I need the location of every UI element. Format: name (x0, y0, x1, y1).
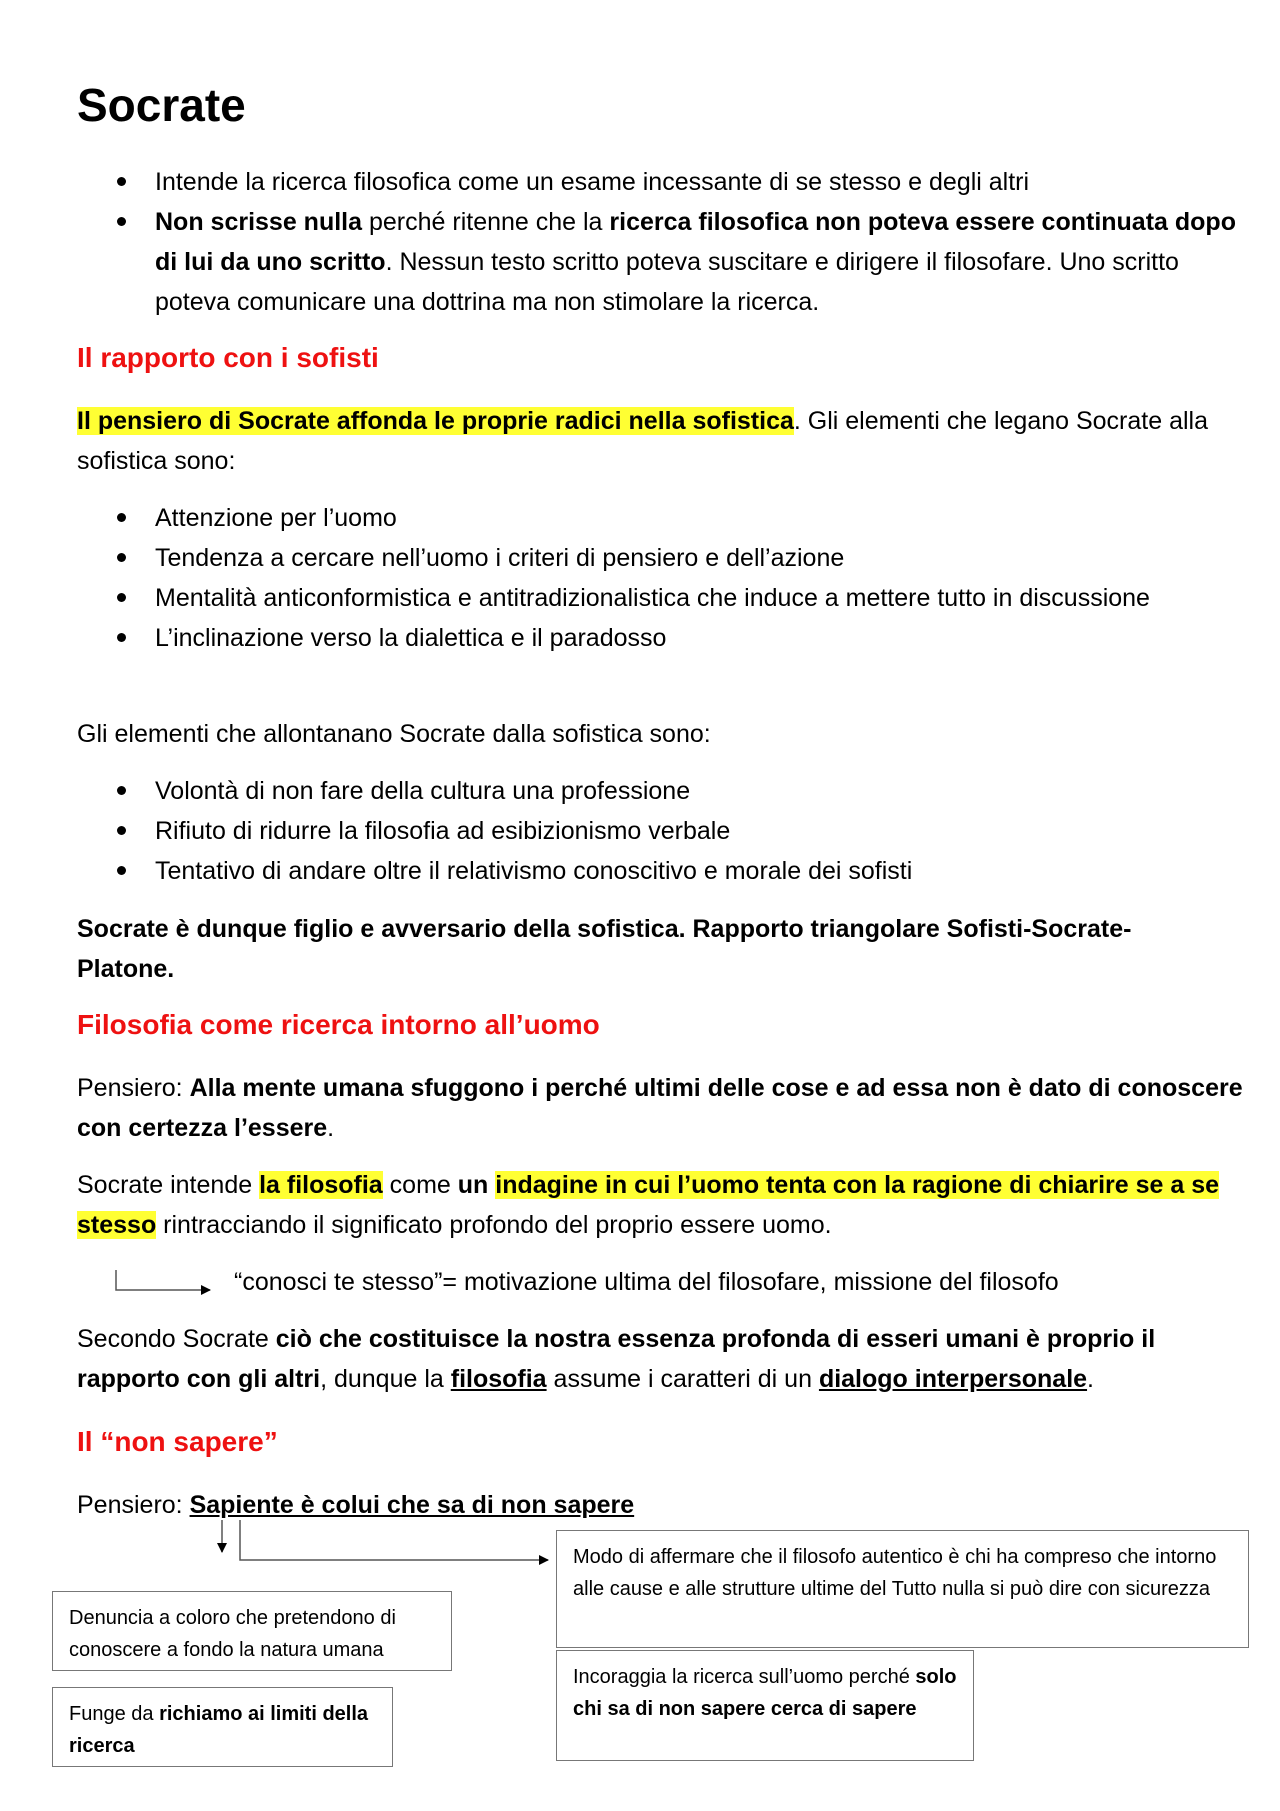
section-heading-filosofia: Filosofia come ricerca intorno all’uomo (77, 1009, 600, 1040)
paragraph: Secondo Socrate ciò che costituisce la nostra essenza profonda di esseri umani è proprio il rapporto con gli altri, dunque la filosofia assume i caratteri di un dialogo interpersonale. (77, 1325, 1156, 1393)
box-richiamo: Funge da richiamo ai limiti della ricerca (52, 1687, 393, 1767)
paragraph: Socrate è dunque figlio e avversario della sofistica. Rapporto triangolare Sofisti-Socrate-Platone. (77, 915, 1132, 983)
paragraph: Pensiero: Alla mente umana sfuggono i perché ultimi delle cose e ad essa non è dato di conoscere con certezza l’essere. (77, 1074, 1243, 1142)
paragraph: Il pensiero di Socrate affonda le proprie radici nella sofistica. Gli elementi che legano Socrate alla sofistica sono: (77, 407, 1208, 475)
paragraph: Socrate intende la filosofia come un indagine in cui l’uomo tenta con la ragione di chiarire se a se stesso rintracciando il significato profondo del proprio essere uomo. (77, 1171, 1220, 1239)
underlined-text: filosofia (450, 1365, 547, 1393)
bold-text: richiamo ai limiti della ricerca (69, 1703, 369, 1757)
arrow-note: “conosci te stesso”= motivazione ultima del filosofare, missione del filosofo (234, 1268, 1059, 1296)
list-item: Tendenza a cercare nell’uomo i criteri di pensiero e dell’azione (77, 538, 1257, 578)
paragraph: Gli elementi che allontanano Socrate dalla sofistica sono: (77, 720, 711, 748)
highlighted-text: Il pensiero di Socrate affonda le proprie radici nella sofistica (77, 407, 794, 435)
list-item: Attenzione per l’uomo (77, 498, 1257, 538)
box-denuncia: Denuncia a coloro che pretendono di conoscere a fondo la natura umana (52, 1591, 452, 1671)
bold-text: Alla mente umana sfuggono i perché ultimi delle cose e ad essa non è dato di conoscere con certezza l’essere (77, 1074, 1243, 1142)
bold-text: Non scrisse nulla (155, 208, 363, 236)
bold-text: un (457, 1171, 496, 1199)
list-item: L’inclinazione verso la dialettica e il paradosso (77, 618, 1257, 658)
arrow-right (240, 1520, 548, 1560)
list-item: Volontà di non fare della cultura una professione (77, 771, 1257, 811)
box-modo-di-affermare: Modo di affermare che il filosofo autentico è chi ha compreso che intorno alle cause e alle strutture ultime del Tutto nulla si può dire con sicurezza (556, 1530, 1249, 1648)
list-item: Rifiuto di ridurre la filosofia ad esibizionismo verbale (77, 811, 1257, 851)
bold-text: solo chi sa di non sapere cerca di sapere (573, 1666, 957, 1720)
underlined-text: dialogo interpersonale (818, 1365, 1088, 1393)
arrow-conosci (116, 1270, 210, 1290)
highlighted-text: la filosofia (259, 1171, 383, 1199)
bold-text: ricerca filosofica non poteva essere continuata dopo di lui da uno scritto (155, 208, 1236, 276)
page-title: Socrate (77, 79, 246, 131)
list-item: Non scrisse nulla perché ritenne che la ricerca filosofica non poteva essere continuata dopo di lui da uno scritto. Nessun testo scritto poteva suscitare e dirigere il filosofare. Uno scritto poteva comunicare una dottrina ma non stimolare la ricerca. (77, 202, 1257, 322)
box-incoraggia: Incoraggia la ricerca sull’uomo perché solo chi sa di non sapere cerca di sapere (556, 1650, 974, 1761)
list-item: Tentativo di andare oltre il relativismo conoscitivo e morale dei sofisti (77, 851, 1257, 891)
paragraph: Pensiero: Sapiente è colui che sa di non sapere (77, 1491, 635, 1519)
underlined-text: Sapiente è colui che sa di non sapere (189, 1491, 635, 1519)
list-item: Intende la ricerca filosofica come un esame incessante di se stesso e degli altri (77, 162, 1257, 202)
bold-text: ciò che costituisce la nostra essenza profonda di esseri umani è proprio il rapporto con gli altri (77, 1325, 1156, 1393)
list-item: Mentalità anticonformistica e antitradizionalistica che induce a mettere tutto in discussione (77, 578, 1257, 618)
highlighted-text: indagine in cui l’uomo tenta con la ragione di chiarire se a se stesso (77, 1171, 1220, 1239)
section-heading-non-sapere: Il “non sapere” (77, 1426, 278, 1457)
section-heading-sofisti: Il rapporto con i sofisti (77, 342, 379, 373)
